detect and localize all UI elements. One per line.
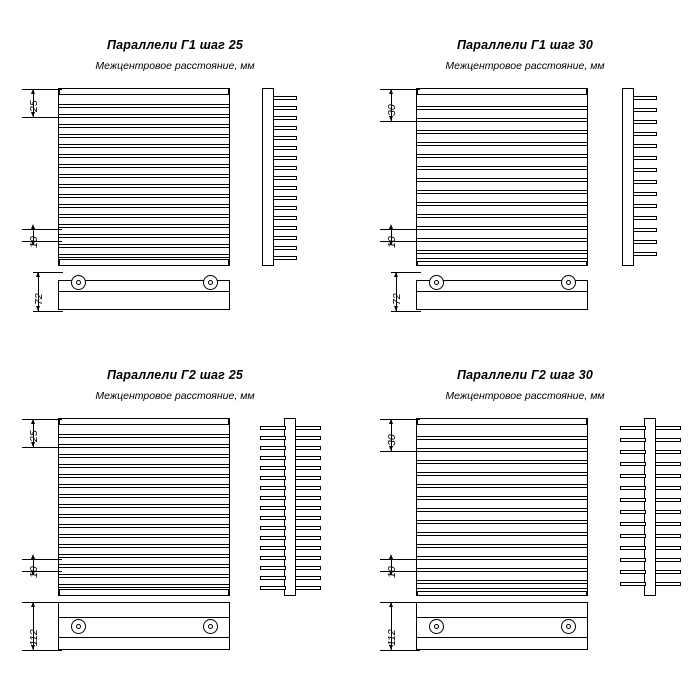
plan-view <box>416 602 588 650</box>
connector-right <box>561 619 576 634</box>
connector-left <box>71 275 86 290</box>
manifold-bottom <box>59 259 229 266</box>
panel-title: Параллели Г1 шаг 30 <box>456 38 594 52</box>
connector-left <box>429 275 444 290</box>
manifold-top <box>59 418 229 425</box>
manifold-top <box>417 88 587 95</box>
dim-top-pitch: 30 <box>386 434 398 446</box>
dim-tube-height: 10 <box>28 236 40 248</box>
side-view <box>622 418 686 596</box>
panel-title: Параллели Г1 шаг 25 <box>106 38 244 52</box>
manifold-top <box>417 418 587 425</box>
front-elevation <box>58 88 230 266</box>
side-view <box>622 88 676 266</box>
dim-top-pitch: 25 <box>28 430 40 442</box>
connector-right <box>203 275 218 290</box>
dim-tube-height: 10 <box>386 566 398 578</box>
plan-view <box>58 602 230 650</box>
front-elevation <box>416 418 588 596</box>
panel-subtitle: Межцентровое расстояние, мм <box>445 390 605 402</box>
dim-depth: 72 <box>33 293 45 305</box>
front-elevation <box>58 418 230 596</box>
connector-right <box>561 275 576 290</box>
dim-depth: 72 <box>391 293 403 305</box>
connector-left <box>429 619 444 634</box>
panel-title: Параллели Г2 шаг 30 <box>456 368 594 382</box>
panel-subtitle: Межцентровое расстояние, мм <box>95 60 255 72</box>
dim-depth: 112 <box>28 629 40 646</box>
connector-right <box>203 619 218 634</box>
dim-top-pitch: 25 <box>28 100 40 112</box>
front-elevation <box>416 88 588 266</box>
panel-g2-step-30 <box>350 350 700 700</box>
dim-tube-height: 10 <box>28 566 40 578</box>
dim-tube-height: 10 <box>386 236 398 248</box>
dim-top-pitch: 30 <box>386 104 398 116</box>
manifold-bottom <box>59 589 229 596</box>
connector-left <box>71 619 86 634</box>
panel-title: Параллели Г2 шаг 25 <box>106 368 244 382</box>
side-view <box>262 88 316 266</box>
manifold-top <box>59 88 229 95</box>
panel-subtitle: Межцентровое расстояние, мм <box>445 60 605 72</box>
panel-g1-step-30 <box>350 0 700 350</box>
plan-view <box>58 280 230 310</box>
panel-g1-step-25 <box>0 0 350 350</box>
dim-depth: 112 <box>386 629 398 646</box>
side-view <box>262 418 326 596</box>
plan-view <box>416 280 588 310</box>
panel-g2-step-25 <box>0 350 350 700</box>
panel-subtitle: Межцентровое расстояние, мм <box>95 390 255 402</box>
